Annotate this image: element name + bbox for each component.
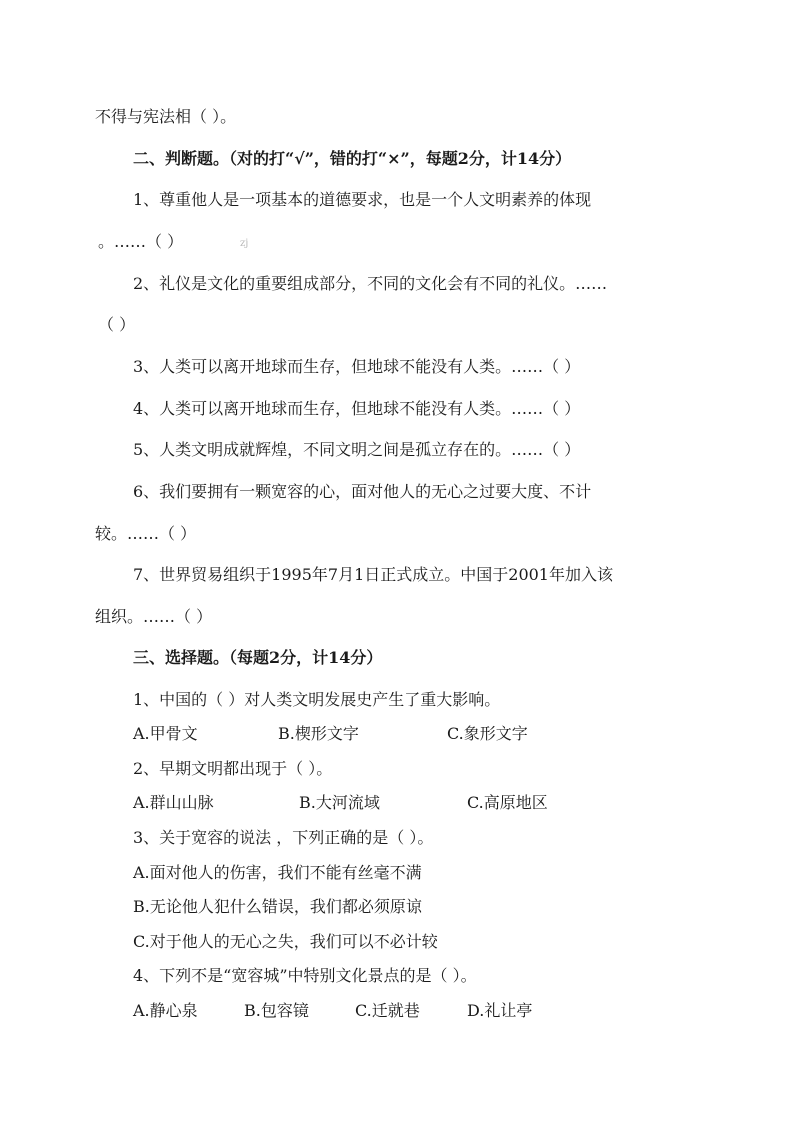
judge-q6-line2: 较。……（ ） bbox=[95, 524, 197, 543]
section-2-heading: 二、判断题。（对的打“√”，错的打“×”，每题2分，计14分） bbox=[133, 149, 572, 168]
judge-q1-line1: 1、尊重他人是一项基本的道德要求，也是一个人文明素养的体现 bbox=[133, 190, 592, 209]
choice-q4-option-c: C.迁就巷 bbox=[355, 1001, 420, 1020]
choice-q2-option-b: B.大河流域 bbox=[299, 793, 380, 812]
choice-q3-option-a: A.面对他人的伤害，我们不能有丝毫不满 bbox=[133, 863, 422, 882]
judge-q2-line1: 2、礼仪是文化的重要组成部分，不同的文化会有不同的礼仪。…… bbox=[133, 274, 608, 293]
judge-q2-line2: （ ） bbox=[98, 315, 136, 334]
judge-q4: 4、人类可以离开地球而生存，但地球不能没有人类。……（ ） bbox=[133, 399, 581, 418]
choice-q2-option-c: C.高原地区 bbox=[467, 793, 548, 812]
judge-q1-stray-mark: zj bbox=[240, 238, 249, 249]
judge-q1-answer: 。……（ ） bbox=[98, 232, 184, 251]
choice-q4-option-b: B.包容镜 bbox=[244, 1001, 309, 1020]
choice-q1-option-b: B.楔形文字 bbox=[278, 724, 359, 743]
judge-q7-line1: 7、世界贸易组织于1995年7月1日正式成立。中国于2001年加入该 bbox=[133, 565, 613, 584]
judge-q5: 5、人类文明成就辉煌，不同文明之间是孤立存在的。……（ ） bbox=[133, 440, 581, 459]
carryover-text: 不得与宪法相（ ）。 bbox=[95, 107, 237, 126]
judge-q1-line2 bbox=[98, 232, 249, 252]
choice-q3-option-c: C.对于他人的无心之失，我们可以不必计较 bbox=[133, 932, 438, 951]
choice-q1-option-c: C.象形文字 bbox=[447, 724, 528, 743]
choice-q4-options bbox=[133, 1001, 693, 1021]
judge-q6-line1: 6、我们要拥有一颗宽容的心，面对他人的无心之过要大度、不计 bbox=[133, 482, 592, 501]
judge-q3: 3、人类可以离开地球而生存，但地球不能没有人类。……（ ） bbox=[133, 357, 581, 376]
choice-q2-option-a: A.群山山脉 bbox=[133, 793, 214, 812]
section-3-heading: 三、选择题。（每题2分，计14分） bbox=[133, 648, 383, 667]
choice-q1-options bbox=[133, 724, 693, 744]
choice-q2-options bbox=[133, 793, 693, 813]
choice-q3-option-b: B.无论他人犯什么错误，我们都必须原谅 bbox=[133, 897, 422, 916]
choice-q2: 2、早期文明都出现于（ ）。 bbox=[133, 759, 333, 778]
choice-q1-option-a: A.甲骨文 bbox=[133, 724, 198, 743]
choice-q3: 3、关于宽容的说法 ，下列正确的是（ ）。 bbox=[133, 828, 434, 847]
choice-q1: 1、中国的（ ）对人类文明发展史产生了重大影响。 bbox=[133, 690, 501, 709]
choice-q4: 4、下列不是“宽容城”中特别文化景点的是（ ）。 bbox=[133, 966, 477, 985]
choice-q4-option-d: D.礼让亭 bbox=[467, 1001, 533, 1020]
judge-q7-line2: 组织。……（ ） bbox=[95, 607, 213, 626]
choice-q4-option-a: A.静心泉 bbox=[133, 1001, 198, 1020]
